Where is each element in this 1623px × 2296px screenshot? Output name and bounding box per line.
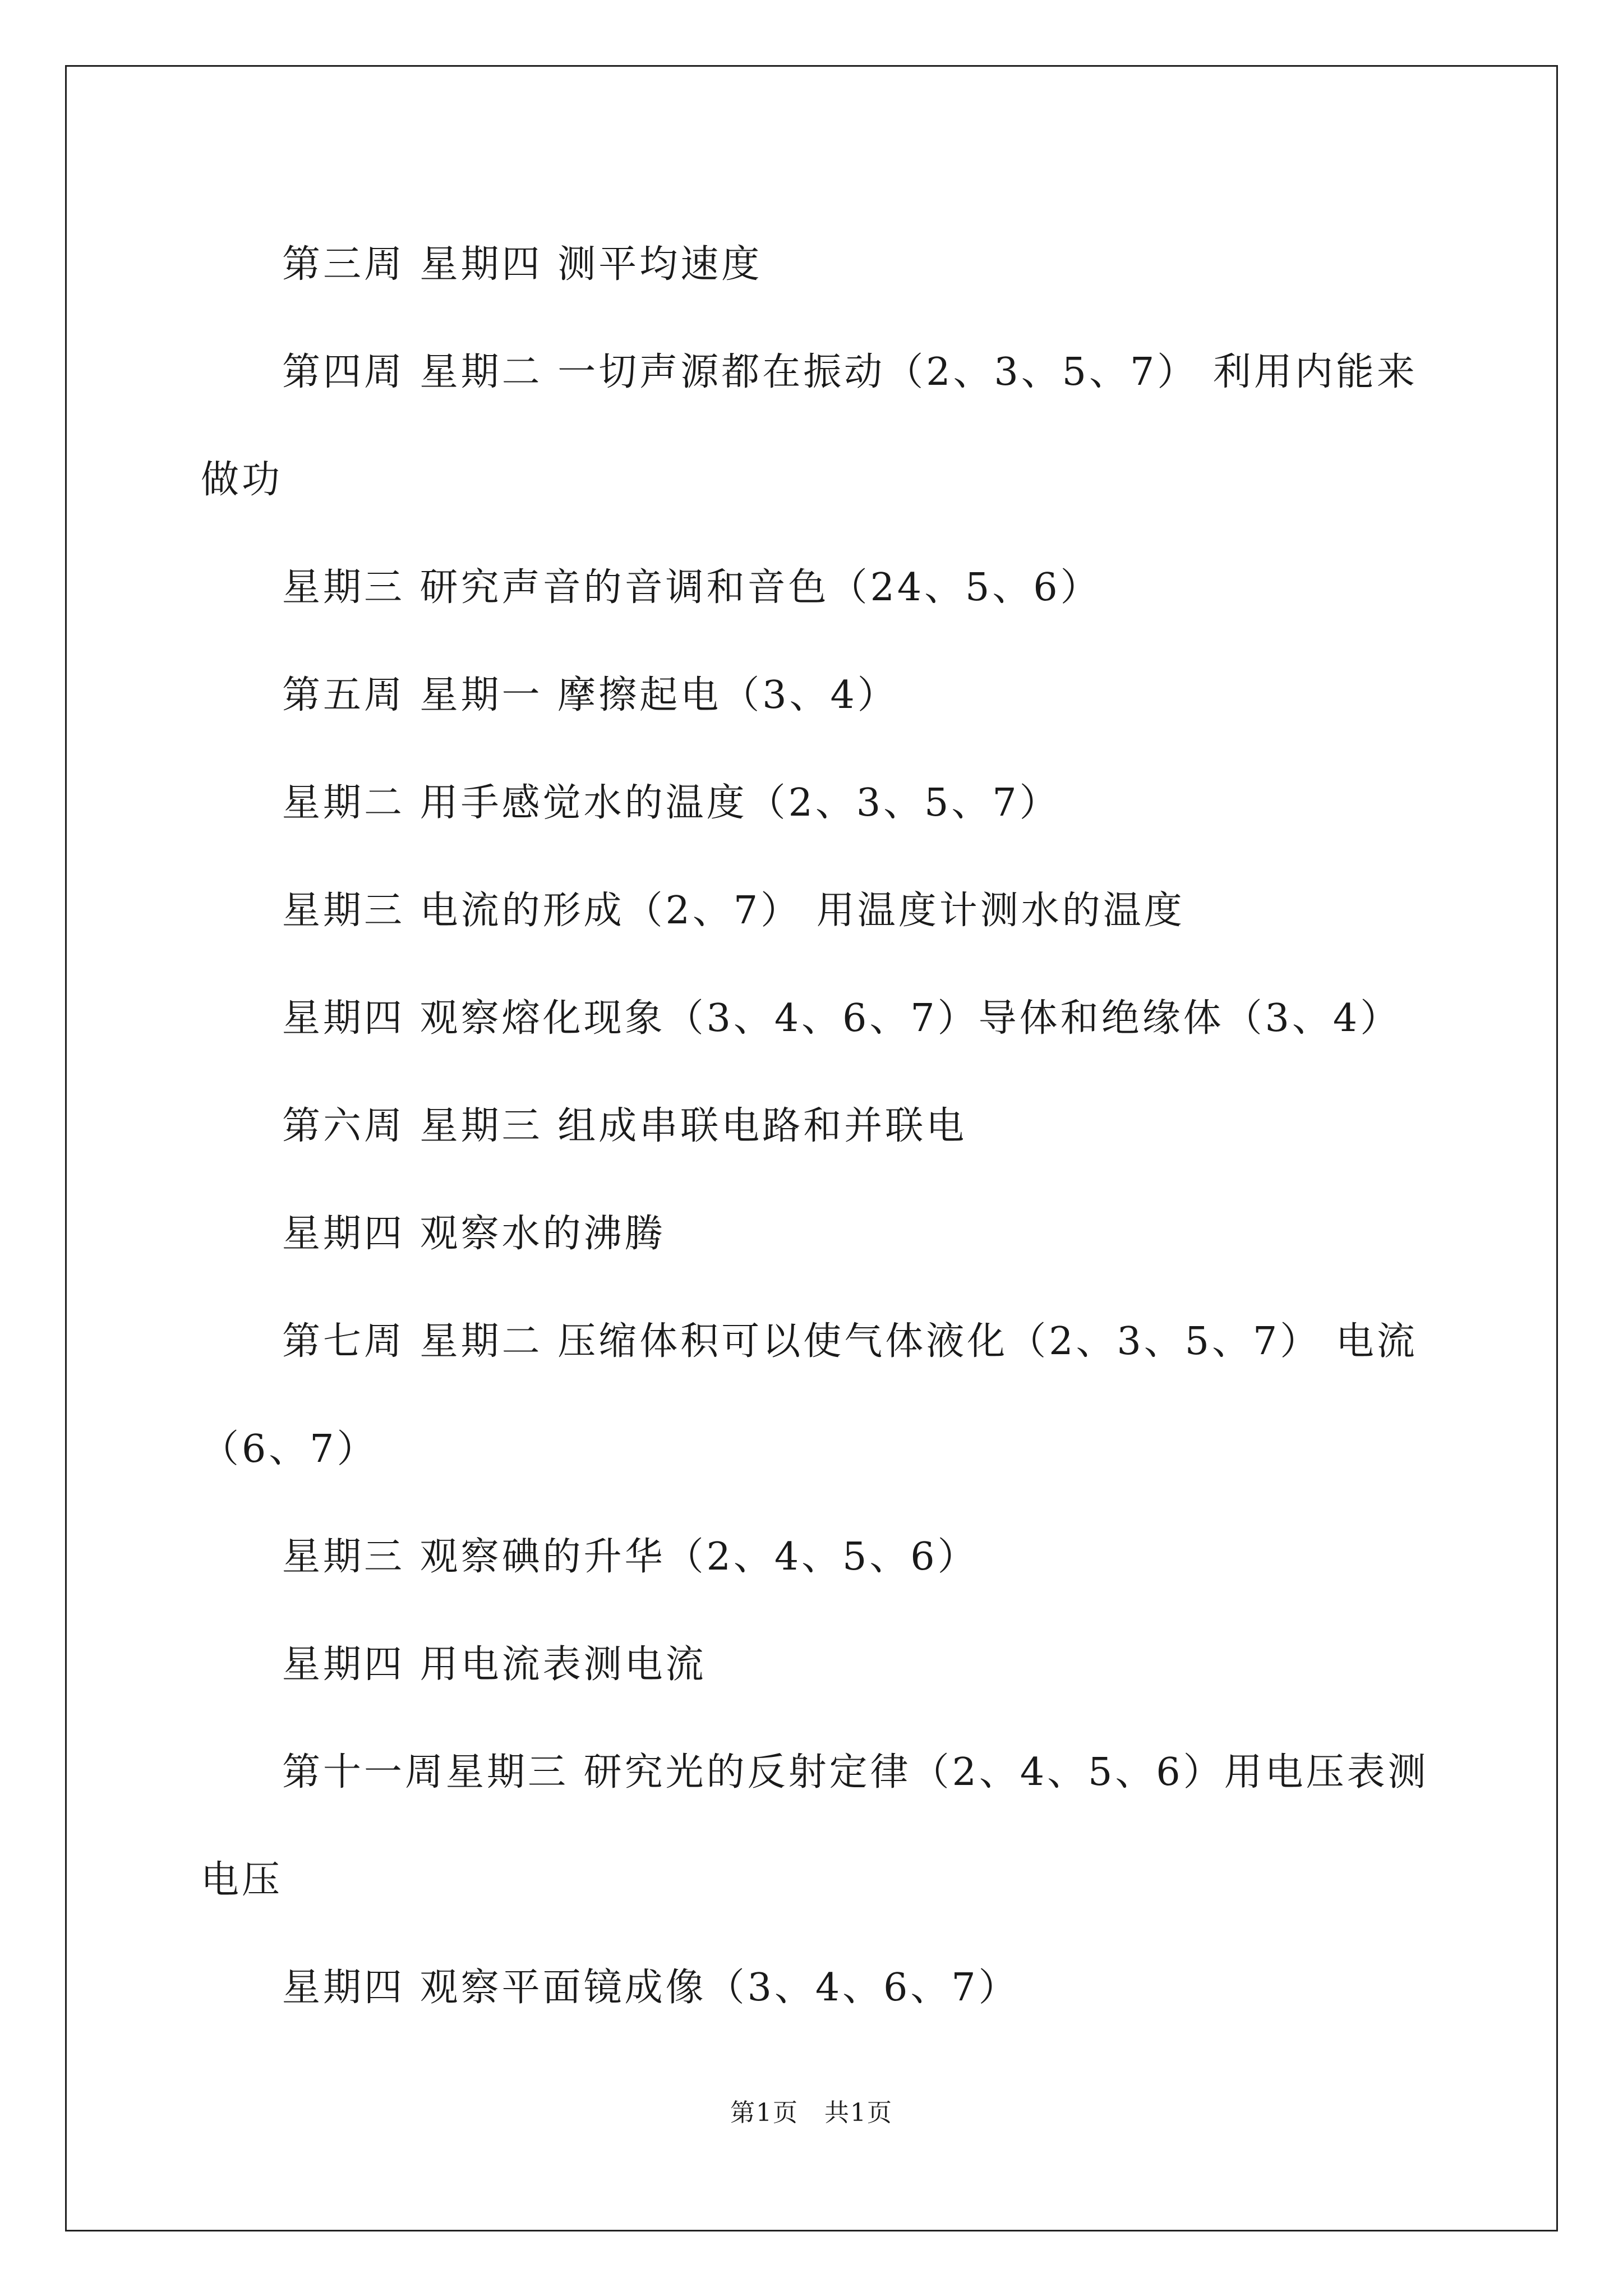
paragraph-week4-wed: 星期三 研究声音的音调和音色（24、5、6） bbox=[282, 565, 1101, 610]
paragraph-week5-mon: 第五周 星期一 摩擦起电（3、4） bbox=[282, 673, 898, 717]
paragraph-week6-thu: 星期四 观察水的沸腾 bbox=[282, 1212, 666, 1256]
paragraph-week7-wed: 星期三 观察碘的升华（2、4、5、6） bbox=[282, 1535, 979, 1579]
paragraph-week3-thu: 第三周 星期四 测平均速度 bbox=[282, 242, 763, 287]
paragraph-week6-wed: 第六周 星期三 组成串联电路和并联电 bbox=[282, 1104, 967, 1148]
paragraph-week5-tue: 星期二 用手感觉水的温度（2、3、5、7） bbox=[282, 781, 1061, 825]
document-body bbox=[201, 211, 1435, 2042]
paragraph-week5-wed: 星期三 电流的形成（2、7） 用温度计测水的温度 bbox=[282, 889, 1185, 933]
paragraph-week11-thu: 星期四 观察平面镜成像（3、4、6、7） bbox=[282, 1966, 1020, 2010]
page-footer: 第1页 共1页 bbox=[730, 2099, 893, 2127]
paragraph-week4-tue: 第四周 星期二 一切声源都在振动（2、3、5、7） 利用内能来做功 bbox=[201, 350, 1418, 502]
paragraph-week7-thu: 星期四 用电流表测电流 bbox=[282, 1642, 707, 1687]
paragraph-week7-tue: 第七周 星期二 压缩体积可以使气体液化（2、3、5、7） 电流（6、7） bbox=[201, 1319, 1418, 1471]
paragraph-week5-thu: 星期四 观察熔化现象（3、4、6、7）导体和绝缘体（3、4） bbox=[282, 996, 1401, 1041]
paragraph-week11-wed: 第十一周星期三 研究光的反射定律（2、4、5、6）用电压表测电压 bbox=[201, 1750, 1429, 1902]
